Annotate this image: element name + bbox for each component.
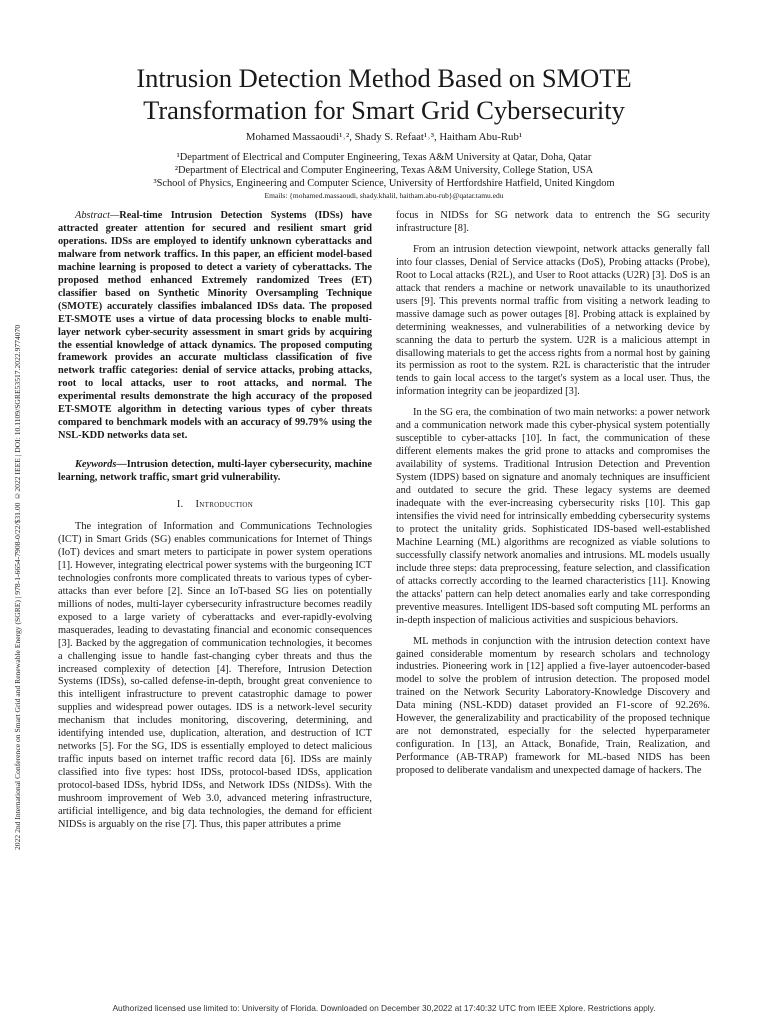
body-paragraph: focus in NIDSs for SG network data to entrench the SG security infrastructure [8]. — [396, 210, 710, 234]
abstract — [58, 210, 372, 443]
section-heading-introduction — [58, 499, 372, 512]
body-paragraph: From an intrusion detection viewpoint, network attacks generally fall into four classes, Denial of Service attacks (DoS), Probing attacks (Probe), Root to Local attacks (R2L), and User to Root attacks (U2R) [3]. DoS is an attack that renders a machine or network unavailable to its unauthorized users [9]. This prevents normal traffic from visiting a network leading to massive damage such as power outages [8]. Probing attack is explained by determining weaknesses, and vulnerabilities of a networking device by scanning the data to perturb the system. U2R is a malicious attempt in disallowing materials to get the access rights from a normal host by gaining its permission as root to the system. R2L is characteristic that the intruder tends to gain local access to the target's system as a local user. Thus, the information integrity can be jeopardized [3]. — [396, 243, 710, 398]
license-footer: Authorized licensed use limited to: University of Florida. Downloaded on December 30,2022 at 17:40:32 UTC from IEEE Xplore. Restrictions apply. — [112, 1003, 656, 1013]
keywords-text: —Intrusion detection, multi-layer cybersecurity, machine learning, network traffic, smart grid vulnerability. — [58, 459, 372, 484]
keywords-lead: Keywords — [75, 459, 117, 471]
affiliation-3: ³School of Physics, Engineering and Computer Science, University of Hertfordshire Hatfield, United Kingdom — [153, 178, 615, 189]
section-number: I. — [176, 499, 184, 511]
author-list: Mohamed Massaoudi¹˒², Shady S. Refaat¹˒³, Haitham Abu-Rub¹ — [245, 131, 523, 143]
body-paragraph: ML methods in conjunction with the intrusion detection context have gained considerable momentum by research scholars and technology industries. Pioneering work in [12] applied a five-layer autoencoder-based model to solve the problem of intrusion detection. The proposed model trained on the Network Security Laboratory-Knowledge Discovery and Data mining (NSL-KDD) dataset provided an F1-score of 92.26%. However, the generalizability and practicability of the proposed technique are not demonstrated, especially for the selected hyperparameter configuration. In [13], an Attack, Bonafide, Train, Realization, and Performance (AB-TRAP) framework for ML-based NIDS has been proposed to deliberate vandalism and unexpected damage of hackers. The — [396, 635, 710, 777]
keywords — [58, 459, 372, 485]
affiliation-2: ²Department of Electrical and Computer Engineering, Texas A&M University, College Station, USA — [174, 165, 594, 176]
body-paragraph: In the SG era, the combination of two main networks: a power network and a communication network made this cyber-physical system potentially susceptible to cyber-attacks [10]. In fact, the communication of these different elements makes the grid prone to attacks and compromises the availability of systems. Traditional Intrusion Detection and Prevention System (IDPS) based on signature and anomaly techniques are insufficient and outdated to secure the grid. These legacy systems are deemed inadequate with the ever-increasing cybersecurity risks [10]. This gap intensifies the vivid need for intrinsically embedding cybersecurity systems to protect the unitality grids. Sophisticated IDS-based well-established Machine Learning (ML) algorithms are recognized as viable solutions to successfully classify network anomalies and intrusions. ML models usually include three steps: data preprocessing, feature selection, and classification of attacks correctly according to the learned characteristics [11]. Knowing the attacks' pattern can help detect anomalies early and take corresponding preventive measures. Intelligent IDS-based soft computing ML performs an in-depth inspection of malicious activities and suspicious behaviors. — [396, 407, 710, 626]
conference-side-note: 2022 2nd International Conference on Smart Grid and Renewable Energy (SGRE) | 978-1-6654-7908-0/22/$31.00 ©2022 IEEE | DOI: 10.1109/SGRE53517.2022.9774070 — [13, 324, 22, 850]
left-column — [58, 210, 372, 832]
abstract-text: Real-time Intrusion Detection Systems (IDSs) have attracted greater attention for secured and resilient smart grid operations. IDSs are employed to identify unknown cyberattacks and malware from network traffics. In this paper, an efficient model-based machine learning is proposed to detect a variety of cyberattacks. The proposed method enhanced Extremely randomized Trees (ET) classifier based on Synthetic Minority Oversampling Technique (SMOTE) accurately classifies imbalanced IDSs data. The proposed ET-SMOTE uses a virtue of data processing blocks to enable multi-layer network cyber-security assessment in smart grids by acquiring the essential knowledge of attack dynamics. The proposed computing framework provides an accurate multiclass classification of five network traffic categories: denial of service attacks, probing attacks, root to local attacks, user to root attacks, and normal. The experimental results demonstrate the high accuracy of the proposed ET-SMOTE algorithm in detecting various types of cyber threats compared to benchmark models with an accuracy of 99.79% using the NSL-KDD networks data set. — [58, 210, 372, 442]
affiliation-1: ¹Department of Electrical and Computer Engineering, Texas A&M University at Qatar, Doha, Qatar — [176, 152, 592, 163]
body-paragraph: The integration of Information and Communications Technologies (ICT) in Smart Grids (SG) enables communications for Internet of Things (IoT) devices and smart meters to participate in power system operations [1]. However, integrating electrical power systems with the burgeoning ICT technologies confronts more complicated threats to various types of cyber-attacks than ever before [2]. Since an IoT-based SG lies on potentially millions of nodes, multi-layer cybersecurity infrastructure becomes readily exposed to a large variety of cyberattacks and ever-rapidly-evolving masquerades, leading to devastating financial and economic consequences [3]. Backed by the aggregation of communication technologies, it becomes a challenging issue to handle fast-changing cyber threats and thus the increased complexity of detection [4]. Therefore, Intrusion Detection Systems (IDSs), so-called defense-in-depth, brought great convenience to this intelligent infrastructure to prevent catastrophic damage to power supplies and widespread power outages. IDS is a network-level security mechanism that includes monitoring, discovering, determining, and identifying intended use, duplication, alteration, and destruction of ICT networks [5]. For the SG, IDS is essentially employed to detect malicious traffic inputs based on internet traffic record data [6]. IDSs are mainly classified into five types: host IDSs, protocol-based IDSs, application protocol-based IDSs, hybrid IDSs, and Network IDSs (NIDSs). With the mushroom improvement of Web 3.0, advanced metering infrastructure, artificial intelligence, and big data technologies, the demand for efficient NIDSs is arguably on the rise [7]. Thus, this paper attributes a prime — [58, 521, 372, 830]
section-title: Introduction — [195, 499, 254, 511]
abstract-lead: Abstract— — [75, 210, 120, 221]
right-column — [396, 210, 710, 778]
paper-title: Intrusion Detection Method Based on SMOTE Transformation for Smart Grid Cybersecurity — [136, 63, 632, 125]
author-emails: Emails: {mohamed.massaoudi, shady.khalil, haitham.abu-rub}@qatar.tamu.edu — [264, 191, 504, 200]
